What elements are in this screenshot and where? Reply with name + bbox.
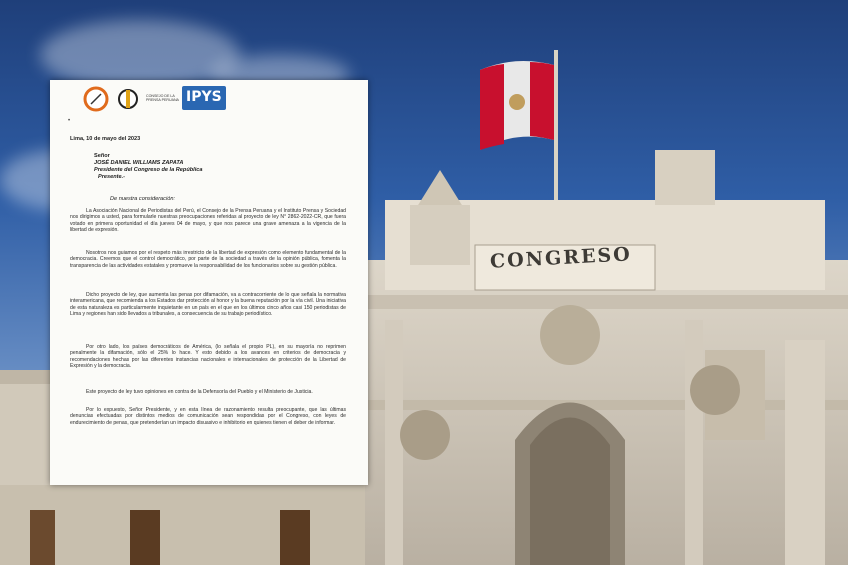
congress-building <box>365 150 848 565</box>
paragraph-2: Nosotros nos guiamos por el respeto más irrestricto de la libertad de expresión como elemento fundamental de la democracia. Creemos que el control democrático, por parte de la sociedad a través de la opinión pública, fomenta la transparencia de las actividades estatales y promueve la responsabilidad de los funcionarios sobre su gestión pública. <box>70 250 346 269</box>
addressee-present: Presente.- <box>98 174 126 180</box>
addressee-role: Presidente del Congreso de la República <box>94 167 203 173</box>
letter-document <box>50 80 368 485</box>
paragraph-3: Dicho proyecto de ley, que aumenta las penas por difamación, va a contracorriente de lo que señala la normativa interamericana, que recomienda a los Estados dar protección al honor y la buena reputación por la vía civil. Una iniciativa de esta naturaleza es particularmente inquietante en un país en el que en los últimos cinco años casi 150 periodistas de Lima y regiones han sido llevados a tribunales, a consecuencia de su trabajo periodístico. <box>70 292 346 318</box>
addressee-title: Señor <box>94 153 110 159</box>
paragraph-4: Por otro lado, los países democráticos de América, (lo señala el propio PL), en su mayoría no reprimen penalmente la difamación, sólo el 25% lo hace. Y esto debido a los avances en criterios de democracia y recomendaciones hechas por las diferentes instancias nacionales e internacionales de protección de la Libertad de Expresión y la democracia. <box>70 344 346 370</box>
letter-date: Lima, 10 de mayo del 2023 <box>70 136 141 142</box>
ipys-logo-text: IPYS <box>186 89 222 105</box>
letterhead-logos <box>82 84 362 114</box>
greeting: De nuestra consideración: <box>110 196 175 202</box>
paragraph-5: Este proyecto de ley tuvo opiniones en contra de la Defensoría del Pueblo y el Ministerio de Justicia. <box>86 389 313 395</box>
cpp-logo-text: CONSEJO DE LA PRENSA PERUANA <box>146 94 179 102</box>
paragraph-6: Por lo expuesto, Señor Presidente, y en esta línea de razonamiento resulta preocupante, que las últimas denuncias efectuadas por distintos medios de comunicación sean respondidas por el Congreso, con leyes de endurecimiento de penas, que pretenderían un impacto disuasivo e inhibitorio en quienes tienen el deber de informar. <box>70 407 346 426</box>
bullet-mark: • <box>68 118 71 124</box>
addressee-name: JOSÉ DANIEL WILLIAMS ZAPATA <box>94 160 184 166</box>
paragraph-1: La Asociación Nacional de Periodistas del Perú, el Consejo de la Prensa Peruana y el Instituto Prensa y Sociedad nos dirigimos a usted, para formularle nuestras preocupaciones referidas al proyecto de ley N° 2862-2022-CR, que fuera votado en primera oportunidad el día jueves 04 de mayo, y que nos parece una grave amenaza a la vigencia de la libertad de expresión. <box>70 208 346 234</box>
letter-logos <box>82 84 362 114</box>
building-sign: CONGRESO <box>489 243 633 273</box>
